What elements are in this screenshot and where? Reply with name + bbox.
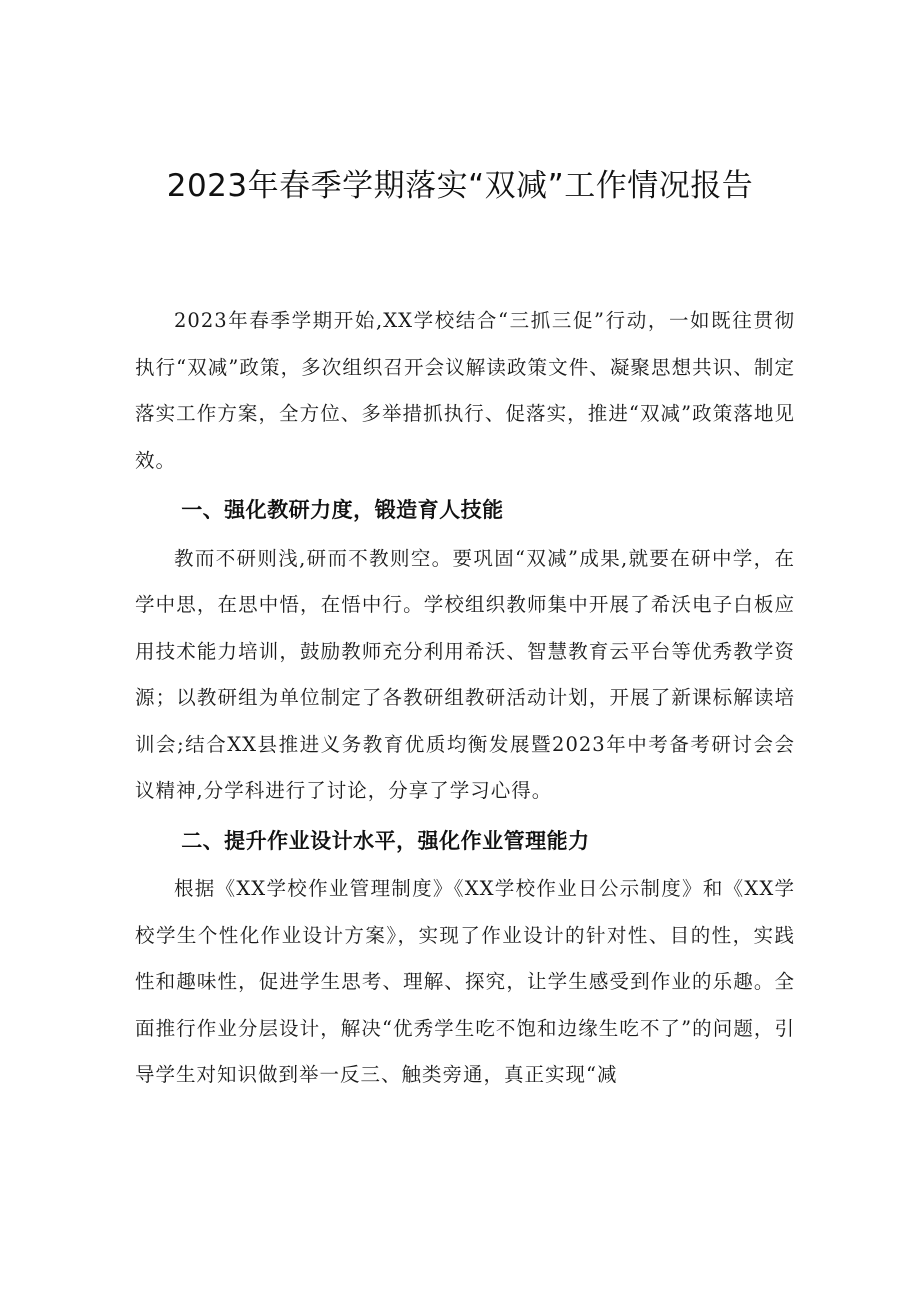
intro-paragraph: 2023年春季学期开始,XX学校结合“三抓三促”行动，一如既往贯彻执行“双减”政策，多次组织召开会议解读政策文件、凝聚思想共识、制定落实工作方案，全方位、多举措抓执行、促落实，推进“双减”政策落地见效。 [135,309,795,472]
section-1-heading: 一、强化教研力度，锻造育人技能 [181,498,504,522]
document-title: 2023年春季学期落实“双减”工作情况报告 [166,168,754,204]
section-2-heading: 二、提升作业设计水平，强化作业管理能力 [181,828,590,853]
document-body [135,298,795,1099]
section-2-paragraph: 根据《XX学校作业管理制度》《XX学校作业日公示制度》和《XX学校学生个性化作业设计方案》，实现了作业设计的针对性、目的性，实践性和趣味性，促进学生思考、理解、探究，让学生感受到作业的乐趣。全面推行作业分层设计，解决“优秀学生吃不饱和边缘生吃不了”的问题，引导学生对知识做到举一反三、触类旁通，真正实现“减 [135,877,795,1086]
section-1-paragraph: 教而不研则浅,研而不教则空。要巩固“双减”成果,就要在研中学，在学中思，在思中悟，在悟中行。学校组织教师集中开展了希沃电子白板应用技术能力培训，鼓励教师充分利用希沃、智慧教育云平台等优秀教学资源；以教研组为单位制定了各教研组教研活动计划，开展了新课标解读培训会;结合XX县推进义务教育优质均衡发展暨2023年中考备考研讨会会议精神,分学科进行了讨论，分享了学习心得。 [135,546,795,802]
